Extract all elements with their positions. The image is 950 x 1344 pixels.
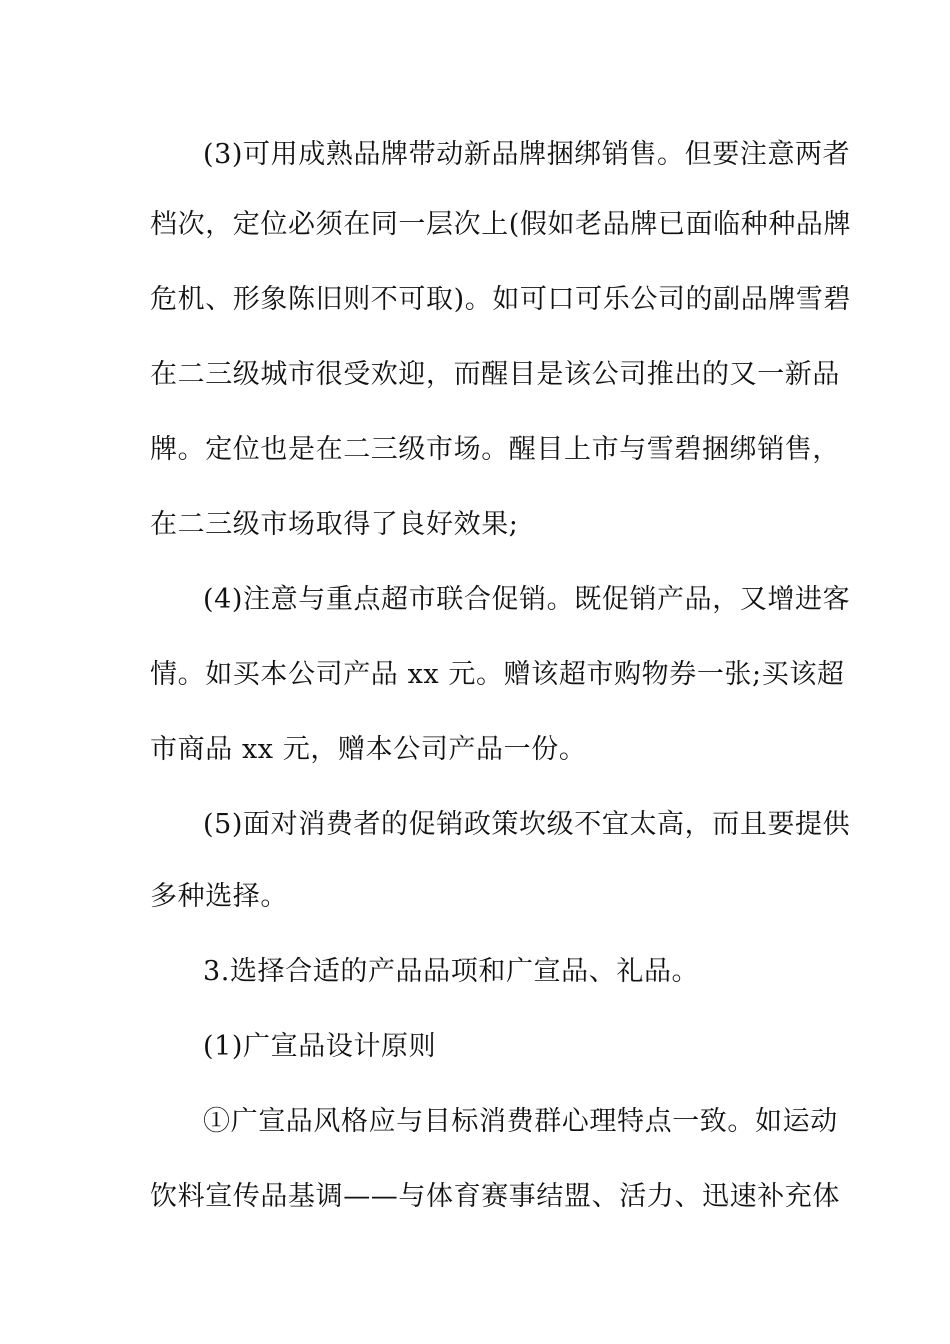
item-1-line-1: ①广宣品风格应与目标消费群心理特点一致。如运动 bbox=[203, 1106, 838, 1137]
paragraph-3-line-6: 在二三级市场取得了良好效果; bbox=[150, 509, 519, 540]
subsection-1-heading: (1)广宣品设计原则 bbox=[203, 1031, 437, 1062]
section-3-heading: 3.选择合适的产品品项和广宣品、礼品。 bbox=[203, 956, 700, 987]
paragraph-3-line-2: 档次，定位必须在同一层次上(假如老品牌已面临种种品牌 bbox=[150, 209, 852, 240]
paragraph-3-line-4: 在二三级城市很受欢迎，而醒目是该公司推出的又一新品 bbox=[150, 359, 840, 390]
paragraph-3-line-3: 危机、形象陈旧则不可取)。如可口可乐公司的副品牌雪碧 bbox=[150, 284, 852, 315]
paragraph-4-line-1: (4)注意与重点超市联合促销。既促销产品，又增进客 bbox=[203, 584, 851, 615]
paragraph-4-line-2: 情。如买本公司产品 xx 元。赠该超市购物券一张;买该超 bbox=[150, 659, 845, 690]
paragraph-5-line-2: 多种选择。 bbox=[150, 881, 288, 912]
paragraph-5-line-1: (5)面对消费者的促销政策坎级不宜太高，而且要提供 bbox=[203, 809, 851, 840]
paragraph-4-line-3: 市商品 xx 元，赠本公司产品一份。 bbox=[150, 734, 587, 765]
paragraph-3-line-5: 牌。定位也是在二三级市场。醒目上市与雪碧捆绑销售， bbox=[150, 434, 840, 465]
paragraph-3-line-1: (3)可用成熟品牌带动新品牌捆绑销售。但要注意两者 bbox=[203, 139, 851, 170]
item-1-line-2: 饮料宣传品基调——与体育赛事结盟、活力、迅速补充体 bbox=[150, 1181, 840, 1212]
